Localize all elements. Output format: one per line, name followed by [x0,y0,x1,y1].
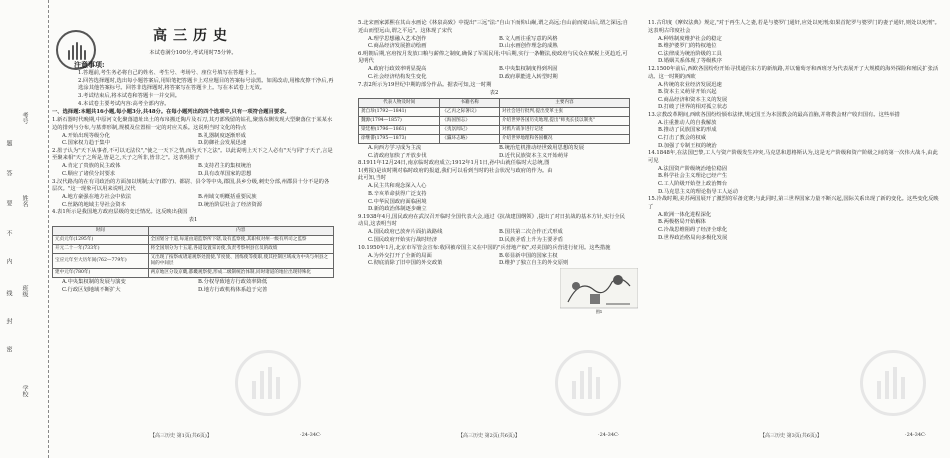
question-14-options [648,166,940,196]
option: D.马克思主义的理论指导工人运动 [658,188,738,195]
question-12-options [648,82,940,112]
table-cell: 又出现了按察或诸道观察处置使,节度使、团练使等使职,使其控制区域成为中央与州县之间的中间层 [148,253,333,268]
table-header: 时间 [53,226,149,235]
option: A.注重推动人的自我解放 [658,119,717,126]
page-1 [52,20,334,425]
question-9-stem: 9.1938年4月,国民政府在武汉召开临时全国代表大会,通过《抗战建国纲领》,提出了对日抗战的基本方针,实行全民动员,这表明当时 [358,213,626,228]
table-cell: 对鸦片战争进行记述 [499,126,629,135]
option: C.商品经济和资本主义的发展 [658,96,728,103]
option: A.传统的农业经济发展迅速 [658,81,722,88]
table-row [359,135,630,144]
option: A.民主共和观念深入人心 [368,183,427,190]
option: B.礼器制度逐渐形成 [198,132,246,139]
option: B.科学社会主义理论已经产生 [658,173,728,180]
option: C.商品经济发展推动绘画 [368,43,427,50]
option: A.开始出现等级分化 [62,132,110,139]
table-cell: 元贞元年(1295年) [53,235,149,244]
option: B.辛亥革命获得广泛支持 [368,191,427,198]
question-1-stem: 1.新石器时代晚期,中原河文化聚落遗址出土的布帛搬迁陶片及石刀,其刃部残留的钻孔,聚落东侧发现大型聚落位于某某水边的排列与分布,与墓葬形制,规模及位置相一定的对应关系。这说明当时文化的特点 [52,117,333,131]
table-cell: 对社会进行批判,提出变革主张 [499,108,629,117]
question-14-stem: 14.1848年,在法国巴黎,工人与资产阶级发生冲突,马克思和恩格斯认为,这是无产阶级和资产阶级之间的第一次伟大战斗,由此可见 [648,150,938,164]
option: C.冷战思维阻碍了经济全球化 [658,226,728,233]
option: C.丝路的地域主导社会资本 [62,201,126,208]
seal-char: 线 [5,290,12,296]
option: C.行政区划地域不断扩大 [62,286,121,293]
figure-1-caption: 图1 [595,309,603,314]
figure-1-cartoon [560,268,638,314]
option: C.打击了教会的权威 [658,135,706,142]
option: D.山水画创作理念的成熟 [499,43,558,50]
question-1-options [52,133,334,148]
table-2 [358,98,630,144]
option: C.国家权力趋于集中 [62,140,110,147]
question-2-stem: 2.墨子认为"天下从事者,不可以无法仪","使之一天下之情,而为天下之法"。以此说明上天下之人必有"天与同"于天子,言是至聚来相"天子之所是,皆是之,天子之所非,皆非之"。这表明墨子 [52,147,333,162]
table-cell: 建中元年(780年) [53,268,149,277]
table-cell: 介绍世界地理和各国概况 [499,135,629,144]
margin-field-class: 班级 [21,285,28,297]
table-cell: 《乙丙之际箸议》 [440,108,500,117]
table-header: 内容 [148,226,333,235]
option: B.维护婆罗门的特权地位 [658,43,717,50]
question-11-options [648,36,940,66]
question-3-stem: 3.汉代路沟的在有司政治的方面加以规制;太守(郡守)、都尉、县令等中央,郡国,县乡分级,刺史分部,州郡县十分不是的各层次。"这一现象可以用来说明,汉代 [52,178,330,193]
page-3-footer: 【高三历史 第3页(共6页)】 [760,433,822,439]
table-1 [52,226,334,278]
question-8-options [358,183,558,213]
option: A.国民政府已放弃片面抗战路线 [368,229,443,236]
question-3-options [52,194,334,209]
table-cell: 两京地区分设京畿,都畿观察使,形成二级制统治体制,同时诸道的地位出现特殊化 [148,268,333,277]
margin-field-school: 学校 [21,385,28,397]
table-cell: 宝应元年至大历年间(762—779年) [53,253,149,268]
option: C.国民政府开始实行战时经济 [368,237,438,244]
page-1-footer: 【高三历史 第1页(共6页)】 [150,433,212,439]
option: C.中华民国政府面临困境 [368,198,427,205]
margin-field-name: 姓名 [21,195,28,207]
question-10-options [358,253,630,268]
table-cell: 《海国图志》 [440,117,500,126]
option: B.统治危机推动经世致用思想的发展 [499,145,585,152]
page-3 [648,20,940,425]
option: D.统治阶层社会了经济资源 [198,201,263,208]
page-title: 高三历史 [153,28,233,44]
question-8-stem: 8.1911年12月24日,南京临时政府成立;1912年1月1日,孙中山就任临时大总统,图1(剪报)是该时期对临时政府的报道,我们可以看到当时的社会状况与政府的作为。由此可知,当时 [358,160,553,182]
question-6-stem: 6.明朝后期,官府按月发放口粮与薪俸之制度,确保了军需民用;中后期,实行一条鞭法,使政府与民众在赋税上更趋近,可见明代 [358,50,628,65]
binding-margin [0,0,49,458]
option: B.支持君主的集权统治 [198,163,252,170]
section-heading: 一、选择题:本题共16小题,每小题3分,共48分。在每小题列出的四个选项中,只有一项符合题目要求。 [52,109,290,116]
table-cell: 开元二十一年(733年) [53,244,149,253]
table-row [53,244,334,253]
table-row [359,126,630,135]
option: A.地方豪强在地方社会中依法 [62,194,132,201]
seal-char: 题 [5,140,12,146]
question-9-options [358,229,630,244]
page-2-footer: 【高三历史 第2页(共6页)】 [458,433,520,439]
table-2-caption: 表2 [489,89,499,96]
question-12-stem: 12.1500年前后,西欧各国纷纷开始寻找通往东方的新航路,并以葡萄牙和西班牙为代表展开了大规模的海外探险和殖民扩张活动。这一时期的西欧 [648,65,939,80]
question-15-options [648,212,940,242]
table-row [359,117,630,126]
option: A.中央集权制的发展与演变 [62,278,126,285]
option: D.防御社会发展迅速 [198,140,247,147]
option: B.推动了民族国家的形成 [658,127,717,134]
question-11-stem: 11.古印度《摩奴法典》规定,"对于再生人之妻,若是与婆罗门通奸,应处以死刑;如果首陀罗与婆罗门的妻子通奸,则处以死刑"。这表明古印度社会 [648,20,940,34]
option: B.分权导致地方行政效率降低 [198,278,268,285]
question-6-options [358,66,630,81]
table-cell: 将全国划分为十五道,各道设置采访使,负责考察州县官员的政绩 [148,244,333,253]
option: D.加强了专制王权的统治 [658,142,717,149]
option: D.地方行政机构体系趋于完善 [198,286,268,293]
option: C.彻底消除了旧中国的外交政策 [368,260,443,267]
question-5-stem: 5.北宋画家郭熙在其山水画论《林泉高致》中提出"三远"法:"自山下而仰山巅,谓之高远;自山前而窥山后,谓之深远;自近山而望远山,谓之平远"。这体现了宋代 [358,20,629,34]
option: D.婚姻关系体现了等级秩序 [658,58,723,65]
notice-item: 3.考试结束后,将本试卷和答题卡一并交回。 [78,93,181,100]
option: A.理学思想融入艺术创作 [368,35,427,42]
question-10-stem: 10.1950年1月,北京市军管会宣布:收回被帝国主义在中国的"兵营地产权",对美国的兵营进行征用。这些措施 [358,244,611,251]
seal-char: 密 [5,346,12,352]
table-cell: 《瀛环志略》 [440,135,500,144]
page-2-code: ·24-34C· [598,432,620,438]
question-4-stem: 4.表1所示是我国地方政府层级的变迁情况。这反映出我国 [52,209,188,216]
score-note: 本试卷满分100分,考试用时75分钟。 [149,50,237,56]
option: D.打破了世界的相对孤立状态 [658,104,728,111]
question-7-options [358,145,630,160]
table-cell: 介绍世界各国历史地理,提出"师夷长技以制夷" [499,117,629,126]
table-cell: 梁廷枏(1796—1861) [359,126,440,135]
page-2 [358,20,630,425]
notice-item: 2.回答选择题时,选出每小题答案后,用铅笔把答题卡上对应题目的答案标号涂黑。如需改动,用橡皮擦干净后,再选涂其他答案标号。回答非选择题时,将答案写在答题卡上。写在本试卷上无效。 [78,77,334,92]
option: A.向西方学习成为主流 [368,145,422,152]
option: D.政府职能进入转型时期 [499,73,558,80]
table-1-caption: 表1 [188,217,198,224]
option: A.欧洲一体化进程深化 [658,211,712,218]
question-7-stem: 7.表2所示为19世纪中期的部分作品。据表可知,这一时期 [358,81,492,88]
question-4-options [52,279,334,294]
question-13-stem: 13.宗教改革期间,西欧各国纷纷颁布法律,规定国王为本国教会的最高首脑,并将教会财产收归国有。这些举措 [648,111,900,118]
table-cell: 魏源(1794—1857) [359,117,440,126]
option: D.世界政治格局向多极化发展 [658,234,728,241]
option: C.工人阶级开始登上政治舞台 [658,181,728,188]
option: A.为外交打开了全新的局面 [368,252,432,259]
question-15-stem: 15.冷战时期,美苏两国展开了激烈的军备竞赛;与此同时,第三世界国家力量不断兴起,国际关系出现了新的变化。这些变化反映了 [648,196,939,210]
option: C.社会经济结构发生变化 [368,73,427,80]
option: B.彰显新中国的国家主权 [499,252,558,259]
table-header: 书籍名称 [440,99,500,108]
option: A.种姓制度维护社会的稳定 [658,35,722,42]
seal-char: 不 [5,230,12,236]
seal-char: 封 [5,318,12,324]
page-1-code: ·24-34C· [300,432,322,438]
option: D.新的政治体制逐步确立 [368,206,427,213]
option: A.肯定了贵族的民主政体 [62,163,121,170]
option: C.法律成为统治阶级的工具 [658,50,722,57]
question-5-options [358,36,630,51]
table-row [53,268,334,277]
option: B.州域文明概括重要民族 [198,194,257,201]
table-cell: 龚自珍(1792—1841) [359,108,440,117]
seal-char: 内 [5,258,12,264]
notice-item: 4.本试卷主要考试内容:高考全部内容。 [78,101,170,108]
notice-item: 1.答题前,考生务必将自己的姓名、考生号、考场号、座位号填写在答题卡上。 [78,69,260,76]
option: D.具有改革国家的思想 [198,171,252,178]
option: B.两极格局开始解体 [658,219,706,226]
question-2-options [52,163,334,178]
table-cell: 徐继畬(1795—1873) [359,135,440,144]
option: A.政府行政效率明显提高 [368,66,427,73]
table-row [53,253,334,268]
option: B.国共第二次合作正式形成 [499,229,563,236]
option: D.近代民族资本主义开始萌芽 [499,152,569,159]
option: B.资本主义萌芽开始兴起 [658,89,717,96]
option: D.维护了独立自主的外交原则 [499,260,569,267]
seal-char: 要 [5,200,12,206]
table-row [53,235,334,244]
notice-heading: 注意事项: [74,59,105,69]
option: A.法国资产阶级统治地位稳固 [658,165,728,172]
table-row [359,108,630,117]
margin-field-exam-number: 考号 [21,112,28,124]
table-cell: 《夷氛闻记》 [440,126,500,135]
table-header: 主要内容 [499,99,629,108]
option: B.中央集权制度得到巩固 [499,66,558,73]
option: C.清政府加快了开放步伐 [368,152,427,159]
option: C.顺应了诸侯分封要求 [62,171,116,178]
question-13-options [648,120,940,150]
option: B.文人画注重写意的风格 [499,35,558,42]
option: D.民族矛盾上升为主要矛盾 [499,237,564,244]
table-header: 代表人物及时间 [359,99,440,108]
seal-char: 答 [5,170,12,176]
page-3-code: ·24-34C· [905,432,927,438]
table-cell: 全国划分十道,每道由道监察所下辖,设有监察使,其职权对州一级有所司之监察 [148,235,333,244]
